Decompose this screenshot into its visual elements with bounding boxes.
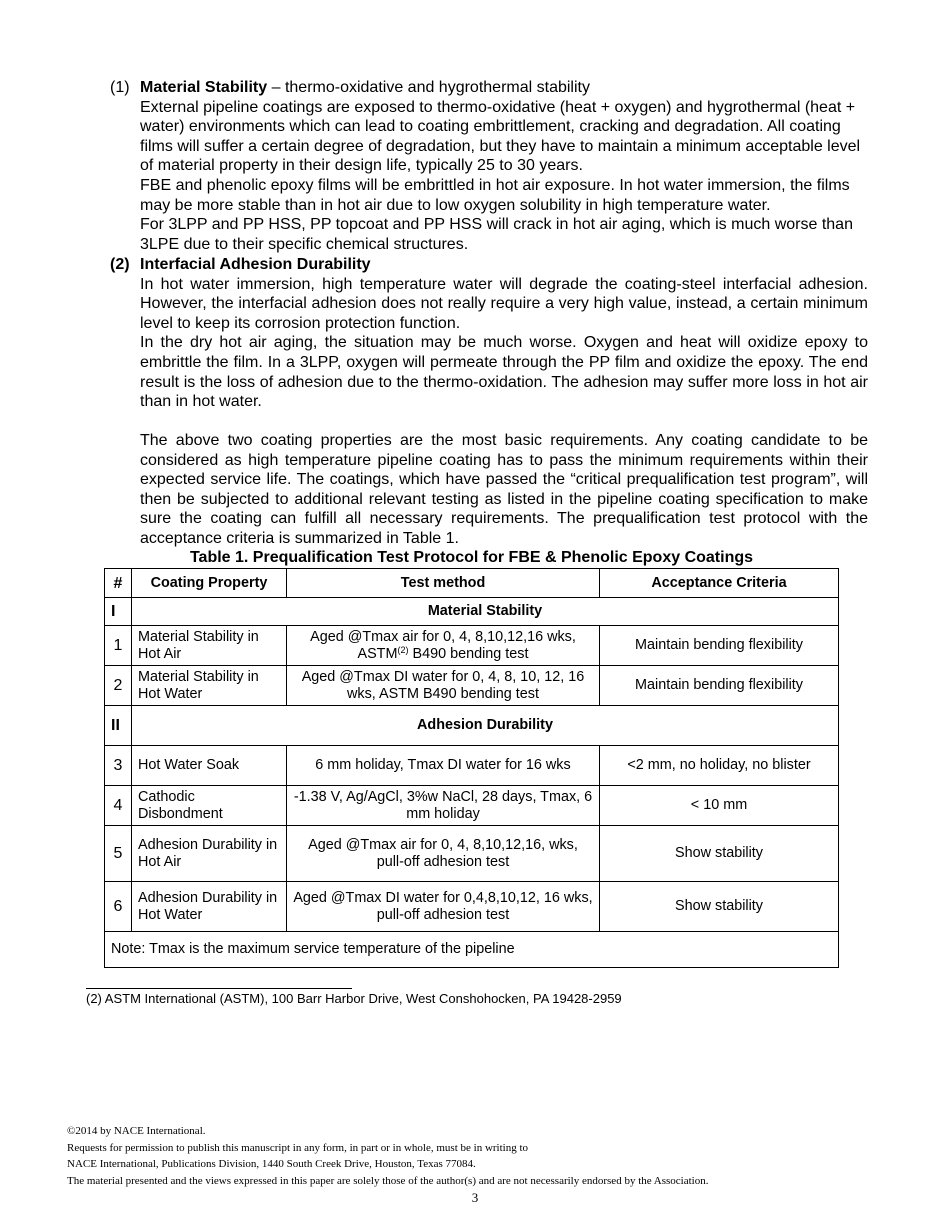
row-num: 3 bbox=[105, 746, 132, 786]
table-row bbox=[105, 882, 839, 932]
section-number: (1) bbox=[110, 79, 130, 96]
footnote: (2) ASTM International (ASTM), 100 Barr Harbor Drive, West Conshohocken, PA 19428-2959 bbox=[86, 991, 622, 1006]
table-row bbox=[105, 626, 839, 666]
copyright-line: ©2014 by NACE International. bbox=[67, 1125, 206, 1137]
row-property: Adhesion Durability in Hot Air bbox=[132, 826, 287, 882]
table-header-row bbox=[105, 569, 839, 598]
disclaimer-line: The material presented and the views expressed in this paper are solely those of the author(s) and are not necessarily endorsed by the Association. bbox=[67, 1174, 709, 1187]
row-property: Material Stability in Hot Air bbox=[132, 626, 287, 666]
header-method: Test method bbox=[287, 569, 600, 598]
header-num: # bbox=[105, 569, 132, 598]
table-row bbox=[105, 746, 839, 786]
paragraph: In hot water immersion, high temperature water will degrade the coating-steel interfacial adhesion. However, the interfacial adhesion does not really require a very high value, instead, a certain minimum level to keep its corrosion protection function. bbox=[140, 275, 868, 332]
row-num: 1 bbox=[105, 626, 132, 666]
table-row bbox=[105, 666, 839, 706]
section-num: I bbox=[105, 598, 132, 626]
table-section-row bbox=[105, 706, 839, 746]
row-criteria: Maintain bending flexibility bbox=[600, 666, 839, 706]
section-heading bbox=[140, 78, 868, 98]
section-adhesion-durability bbox=[110, 255, 868, 412]
section-label: Material Stability bbox=[132, 598, 839, 626]
summary-paragraph: The above two coating properties are the most basic requirements. Any coating candidate to be considered as high temperature pipeline coating has to pass the minimum requirements within their expected service life. The coatings, which have passed the “critical prequalification test program”, will then be subjected to additional relevant testing as listed in the pipeline coating specification to make sure the coating can fulfill all necessary requirements. The prequalification test protocol with the acceptance criteria is summarized in Table 1. bbox=[140, 432, 868, 547]
row-criteria: Maintain bending flexibility bbox=[600, 626, 839, 666]
section-label: Adhesion Durability bbox=[132, 706, 839, 746]
row-property: Cathodic Disbondment bbox=[132, 786, 287, 826]
copyright-block bbox=[67, 1123, 887, 1189]
paragraph: In the dry hot air aging, the situation may be much worse. Oxygen and heat will oxidize epoxy to embrittle the film. In a 3LPP, oxygen will permeate through the PP film and oxidize the epoxy. The end result is the loss of adhesion due to the thermo-oxidation. The adhesion may suffer more loss in hot air than in hot water. bbox=[140, 334, 868, 411]
row-method: Aged @Tmax air for 0, 4, 8,10,12,16, wks, pull-off adhesion test bbox=[287, 826, 600, 882]
row-method: Aged @Tmax DI water for 0,4,8,10,12, 16 wks, pull-off adhesion test bbox=[287, 882, 600, 932]
table-note: Note: Tmax is the maximum service temperature of the pipeline bbox=[105, 932, 839, 968]
footnote-ref: (2) bbox=[397, 644, 409, 655]
section-subtitle: – thermo-oxidative and hygrothermal stability bbox=[267, 79, 590, 96]
row-property: Hot Water Soak bbox=[132, 746, 287, 786]
method-text-end: B490 bending test bbox=[408, 645, 529, 662]
row-method: -1.38 V, Ag/AgCl, 3%w NaCl, 28 days, Tmax, 6 mm holiday bbox=[287, 786, 600, 826]
table-note-row bbox=[105, 932, 839, 968]
address-line: NACE International, Publications Division, 1440 South Creek Drive, Houston, Texas 77084. bbox=[67, 1158, 476, 1170]
section-material-stability bbox=[110, 78, 868, 254]
row-criteria: Show stability bbox=[600, 826, 839, 882]
row-property: Material Stability in Hot Water bbox=[132, 666, 287, 706]
row-num: 6 bbox=[105, 882, 132, 932]
table-section-row bbox=[105, 598, 839, 626]
row-criteria: Show stability bbox=[600, 882, 839, 932]
row-method bbox=[287, 626, 600, 666]
header-property: Coating Property bbox=[132, 569, 287, 598]
permission-line: Requests for permission to publish this manuscript in any form, in part or in whole, must be in writing to bbox=[67, 1141, 529, 1154]
prequalification-table bbox=[104, 568, 839, 968]
row-criteria: <2 mm, no holiday, no blister bbox=[600, 746, 839, 786]
paragraph: External pipeline coatings are exposed to thermo-oxidative (heat + oxygen) and hygrothermal (heat + water) environments which can lead to coating embrittlement, cracking and degradation. All coating films will suffer a certain degree of degradation, but they have to maintain a minimum acceptable level of material property in their design life, typically 25 to 30 years. bbox=[140, 98, 861, 175]
section-number: (2) bbox=[110, 256, 130, 273]
method-text: Aged @Tmax air for 0, 4, 8,10,12,16 wks, ASTM bbox=[310, 628, 576, 662]
section-heading bbox=[140, 255, 868, 275]
section-title: Interfacial Adhesion Durability bbox=[140, 256, 371, 273]
table-row bbox=[105, 786, 839, 826]
section-num: II bbox=[105, 706, 132, 746]
footnote-divider bbox=[86, 988, 352, 989]
page-number: 3 bbox=[471, 1190, 479, 1205]
header-criteria: Acceptance Criteria bbox=[600, 569, 839, 598]
section-title: Material Stability bbox=[140, 79, 268, 96]
row-num: 4 bbox=[105, 786, 132, 826]
paragraph: FBE and phenolic epoxy films will be embrittled in hot air exposure. In hot water immersion, the films may be more stable than in hot air due to low oxygen solubility in high temperature water. bbox=[140, 176, 850, 214]
row-num: 2 bbox=[105, 666, 132, 706]
table-row bbox=[105, 826, 839, 882]
table-caption: Table 1. Prequalification Test Protocol for FBE & Phenolic Epoxy Coatings bbox=[189, 549, 754, 566]
row-criteria: < 10 mm bbox=[600, 786, 839, 826]
row-property: Adhesion Durability in Hot Water bbox=[132, 882, 287, 932]
paragraph: For 3LPP and PP HSS, PP topcoat and PP HSS will crack in hot air aging, which is much worse than 3LPE due to their specific chemical structures. bbox=[140, 216, 853, 253]
row-num: 5 bbox=[105, 826, 132, 882]
row-method: Aged @Tmax DI water for 0, 4, 8, 10, 12, 16 wks, ASTM B490 bending test bbox=[287, 666, 600, 706]
row-method: 6 mm holiday, Tmax DI water for 16 wks bbox=[287, 746, 600, 786]
